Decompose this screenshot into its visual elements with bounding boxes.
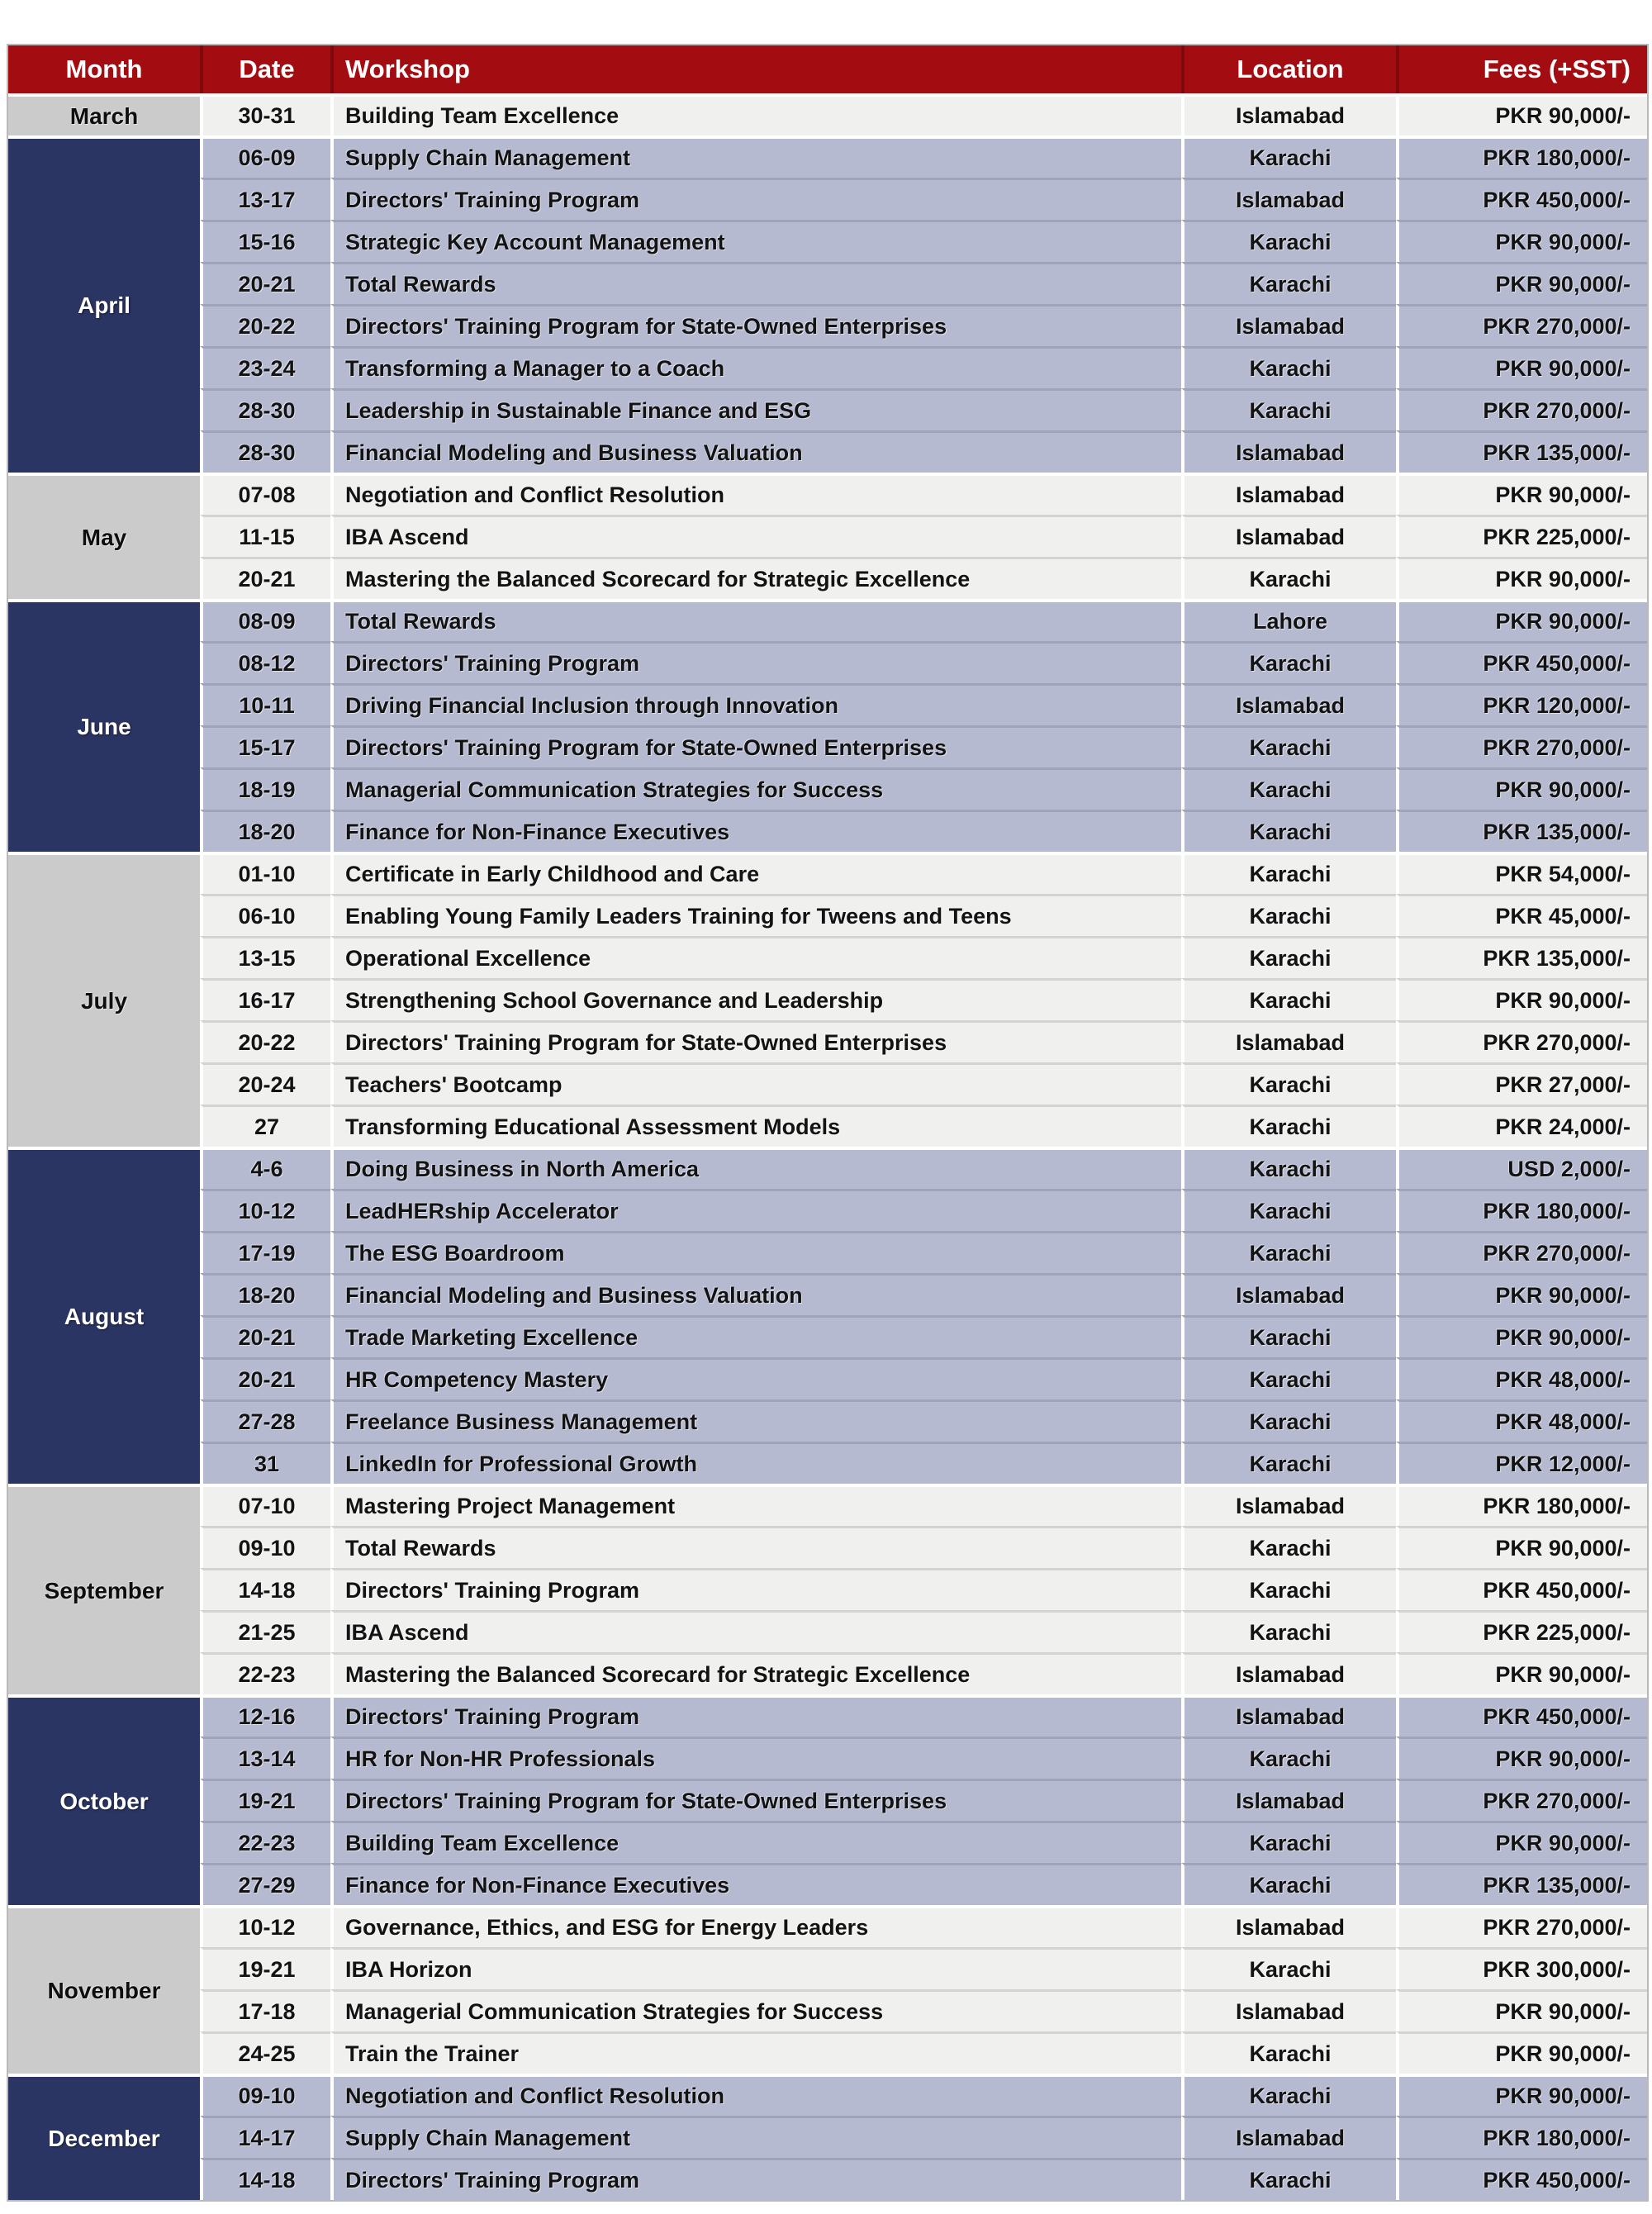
table-row (8, 1105, 1647, 1147)
table-row (8, 936, 1647, 978)
date-cell: 11-15 (200, 515, 330, 557)
date-cell: 12-16 (200, 1694, 330, 1737)
fees-cell: PKR 180,000/- (1396, 1189, 1647, 1231)
fees-cell: PKR 90,000/- (1396, 1315, 1647, 1357)
location-cell: Karachi (1181, 641, 1396, 683)
date-cell: 20-21 (200, 1357, 330, 1399)
workshop-cell: Managerial Communication Strategies for Success (330, 1989, 1181, 2031)
date-cell: 31 (200, 1442, 330, 1484)
location-cell: Islamabad (1181, 1989, 1396, 2031)
fees-cell: PKR 270,000/- (1396, 1779, 1647, 1821)
date-cell: 08-12 (200, 641, 330, 683)
date-cell: 28-30 (200, 388, 330, 430)
fees-cell: PKR 135,000/- (1396, 936, 1647, 978)
date-cell: 10-11 (200, 683, 330, 725)
month-cell-september: September (8, 1484, 200, 1694)
workshop-cell: HR for Non-HR Professionals (330, 1737, 1181, 1779)
location-cell: Karachi (1181, 1568, 1396, 1610)
column-header-fees: Fees (+SST) (1396, 45, 1647, 93)
fees-cell: PKR 90,000/- (1396, 1526, 1647, 1568)
date-cell: 21-25 (200, 1610, 330, 1652)
fees-cell: PKR 90,000/- (1396, 599, 1647, 641)
location-cell: Karachi (1181, 1610, 1396, 1652)
location-cell: Islamabad (1181, 1779, 1396, 1821)
location-cell: Islamabad (1181, 1273, 1396, 1315)
date-cell: 14-18 (200, 2158, 330, 2200)
fees-cell: PKR 90,000/- (1396, 1737, 1647, 1779)
date-cell: 08-09 (200, 599, 330, 641)
location-cell: Lahore (1181, 599, 1396, 641)
location-cell: Karachi (1181, 1231, 1396, 1273)
workshop-cell: Finance for Non-Finance Executives (330, 810, 1181, 852)
workshop-cell: Directors' Training Program for State-Owned Enterprises (330, 304, 1181, 346)
workshop-cell: LeadHERship Accelerator (330, 1189, 1181, 1231)
date-cell: 28-30 (200, 430, 330, 473)
table-row (8, 1357, 1647, 1399)
fees-cell: PKR 180,000/- (1396, 1484, 1647, 1526)
table-row (8, 1947, 1647, 1989)
location-cell: Islamabad (1181, 1484, 1396, 1526)
table-row (8, 1442, 1647, 1484)
date-cell: 20-22 (200, 1020, 330, 1062)
workshop-cell: Operational Excellence (330, 936, 1181, 978)
table-row (8, 473, 1647, 515)
date-cell: 18-20 (200, 810, 330, 852)
workshop-cell: Freelance Business Management (330, 1399, 1181, 1442)
fees-cell: PKR 90,000/- (1396, 473, 1647, 515)
date-cell: 15-17 (200, 725, 330, 767)
fees-cell: PKR 48,000/- (1396, 1357, 1647, 1399)
location-cell: Karachi (1181, 810, 1396, 852)
date-cell: 16-17 (200, 978, 330, 1020)
fees-cell: PKR 135,000/- (1396, 430, 1647, 473)
workshop-cell: Directors' Training Program for State-Owned Enterprises (330, 1779, 1181, 1821)
workshop-cell: Supply Chain Management (330, 135, 1181, 178)
location-cell: Islamabad (1181, 178, 1396, 220)
workshop-cell: IBA Ascend (330, 1610, 1181, 1652)
workshop-cell: Directors' Training Program (330, 2158, 1181, 2200)
table-row (8, 557, 1647, 599)
date-cell: 4-6 (200, 1147, 330, 1189)
date-cell: 09-10 (200, 1526, 330, 1568)
fees-cell: PKR 90,000/- (1396, 2074, 1647, 2116)
fees-cell: PKR 225,000/- (1396, 1610, 1647, 1652)
column-header-month: Month (8, 45, 200, 93)
month-cell-may: May (8, 473, 200, 599)
location-cell: Karachi (1181, 1147, 1396, 1189)
fees-cell: PKR 90,000/- (1396, 1273, 1647, 1315)
location-cell: Islamabad (1181, 473, 1396, 515)
location-cell: Karachi (1181, 978, 1396, 1020)
date-cell: 14-18 (200, 1568, 330, 1610)
table-row (8, 1989, 1647, 2031)
table-row (8, 1526, 1647, 1568)
workshop-cell: IBA Ascend (330, 515, 1181, 557)
header-row (8, 45, 1647, 93)
location-cell: Karachi (1181, 135, 1396, 178)
fees-cell: PKR 270,000/- (1396, 1020, 1647, 1062)
table-row (8, 1062, 1647, 1105)
location-cell: Karachi (1181, 1315, 1396, 1357)
location-cell: Karachi (1181, 852, 1396, 894)
month-cell-november: November (8, 1905, 200, 2074)
table-row (8, 2031, 1647, 2074)
table-row (8, 1821, 1647, 1863)
location-cell: Karachi (1181, 1062, 1396, 1105)
workshop-cell: Directors' Training Program for State-Owned Enterprises (330, 1020, 1181, 1062)
date-cell: 27-28 (200, 1399, 330, 1442)
fees-cell: PKR 450,000/- (1396, 1694, 1647, 1737)
table-row (8, 1779, 1647, 1821)
fees-cell: PKR 270,000/- (1396, 1905, 1647, 1947)
location-cell: Karachi (1181, 262, 1396, 304)
location-cell: Islamabad (1181, 1905, 1396, 1947)
workshop-cell: Transforming a Manager to a Coach (330, 346, 1181, 388)
fees-cell: PKR 54,000/- (1396, 852, 1647, 894)
fees-cell: PKR 12,000/- (1396, 1442, 1647, 1484)
table-row (8, 725, 1647, 767)
workshop-cell: Enabling Young Family Leaders Training for Tweens and Teens (330, 894, 1181, 936)
date-cell: 19-21 (200, 1947, 330, 1989)
date-cell: 30-31 (200, 93, 330, 135)
location-cell: Karachi (1181, 220, 1396, 262)
location-cell: Karachi (1181, 557, 1396, 599)
fees-cell: PKR 450,000/- (1396, 1568, 1647, 1610)
table-row (8, 1652, 1647, 1694)
workshop-cell: Finance for Non-Finance Executives (330, 1863, 1181, 1905)
table-row (8, 1863, 1647, 1905)
table-row (8, 178, 1647, 220)
table-row (8, 1147, 1647, 1189)
month-cell-june: June (8, 599, 200, 852)
fees-cell: PKR 45,000/- (1396, 894, 1647, 936)
fees-cell: PKR 90,000/- (1396, 1652, 1647, 1694)
fees-cell: PKR 90,000/- (1396, 220, 1647, 262)
table-row (8, 1484, 1647, 1526)
fees-cell: PKR 48,000/- (1396, 1399, 1647, 1442)
workshop-cell: Financial Modeling and Business Valuation (330, 430, 1181, 473)
table-row (8, 515, 1647, 557)
table-row (8, 599, 1647, 641)
date-cell: 20-21 (200, 1315, 330, 1357)
table-row (8, 1610, 1647, 1652)
location-cell: Karachi (1181, 1105, 1396, 1147)
location-cell: Islamabad (1181, 1020, 1396, 1062)
month-cell-october: October (8, 1694, 200, 1905)
table-row (8, 894, 1647, 936)
date-cell: 19-21 (200, 1779, 330, 1821)
fees-cell: PKR 135,000/- (1396, 810, 1647, 852)
date-cell: 20-22 (200, 304, 330, 346)
fees-cell: PKR 180,000/- (1396, 2116, 1647, 2158)
location-cell: Karachi (1181, 388, 1396, 430)
workshop-cell: Governance, Ethics, and ESG for Energy Leaders (330, 1905, 1181, 1947)
month-cell-august: August (8, 1147, 200, 1484)
workshop-cell: Managerial Communication Strategies for Success (330, 767, 1181, 810)
fees-cell: PKR 90,000/- (1396, 767, 1647, 810)
table-row (8, 1568, 1647, 1610)
table-row (8, 1273, 1647, 1315)
location-cell: Karachi (1181, 2074, 1396, 2116)
date-cell: 06-10 (200, 894, 330, 936)
month-cell-april: April (8, 135, 200, 473)
fees-cell: PKR 90,000/- (1396, 346, 1647, 388)
table-row (8, 1315, 1647, 1357)
table-row (8, 1737, 1647, 1779)
fees-cell: PKR 450,000/- (1396, 641, 1647, 683)
location-cell: Islamabad (1181, 2116, 1396, 2158)
workshop-cell: Total Rewards (330, 599, 1181, 641)
table-row (8, 641, 1647, 683)
workshop-cell: Directors' Training Program (330, 641, 1181, 683)
fees-cell: PKR 90,000/- (1396, 978, 1647, 1020)
table-row (8, 346, 1647, 388)
month-cell-july: July (8, 852, 200, 1147)
fees-cell: PKR 120,000/- (1396, 683, 1647, 725)
table-row (8, 1905, 1647, 1947)
date-cell: 18-19 (200, 767, 330, 810)
fees-cell: PKR 90,000/- (1396, 2031, 1647, 2074)
workshop-cell: Directors' Training Program (330, 1694, 1181, 1737)
fees-cell: PKR 90,000/- (1396, 93, 1647, 135)
workshop-cell: Building Team Excellence (330, 93, 1181, 135)
location-cell: Islamabad (1181, 683, 1396, 725)
column-header-location: Location (1181, 45, 1396, 93)
table-row (8, 978, 1647, 1020)
workshop-cell: Total Rewards (330, 1526, 1181, 1568)
date-cell: 24-25 (200, 2031, 330, 2074)
workshop-cell: Teachers' Bootcamp (330, 1062, 1181, 1105)
table-row (8, 2116, 1647, 2158)
fees-cell: PKR 135,000/- (1396, 1863, 1647, 1905)
fees-cell: USD 2,000/- (1396, 1147, 1647, 1189)
workshop-cell: Negotiation and Conflict Resolution (330, 473, 1181, 515)
workshop-cell: Directors' Training Program (330, 1568, 1181, 1610)
location-cell: Karachi (1181, 936, 1396, 978)
workshop-cell: Certificate in Early Childhood and Care (330, 852, 1181, 894)
table-row (8, 135, 1647, 178)
table-row (8, 683, 1647, 725)
date-cell: 15-16 (200, 220, 330, 262)
date-cell: 20-21 (200, 557, 330, 599)
workshop-cell: Strengthening School Governance and Leadership (330, 978, 1181, 1020)
date-cell: 20-24 (200, 1062, 330, 1105)
workshop-cell: Mastering Project Management (330, 1484, 1181, 1526)
date-cell: 17-18 (200, 1989, 330, 2031)
workshop-cell: IBA Horizon (330, 1947, 1181, 1989)
date-cell: 10-12 (200, 1905, 330, 1947)
location-cell: Karachi (1181, 1399, 1396, 1442)
fees-cell: PKR 27,000/- (1396, 1062, 1647, 1105)
date-cell: 23-24 (200, 346, 330, 388)
fees-cell: PKR 90,000/- (1396, 262, 1647, 304)
table-row (8, 1694, 1647, 1737)
workshop-cell: Doing Business in North America (330, 1147, 1181, 1189)
table-row (8, 304, 1647, 346)
location-cell: Islamabad (1181, 1652, 1396, 1694)
workshop-cell: Mastering the Balanced Scorecard for Strategic Excellence (330, 557, 1181, 599)
fees-cell: PKR 270,000/- (1396, 388, 1647, 430)
location-cell: Karachi (1181, 1189, 1396, 1231)
location-cell: Karachi (1181, 1737, 1396, 1779)
fees-cell: PKR 270,000/- (1396, 304, 1647, 346)
table-row (8, 430, 1647, 473)
workshop-cell: Total Rewards (330, 262, 1181, 304)
date-cell: 13-15 (200, 936, 330, 978)
table-row (8, 2158, 1647, 2200)
workshop-schedule-table (7, 44, 1649, 2202)
location-cell: Islamabad (1181, 304, 1396, 346)
workshop-cell: Building Team Excellence (330, 1821, 1181, 1863)
date-cell: 09-10 (200, 2074, 330, 2116)
date-cell: 27-29 (200, 1863, 330, 1905)
workshop-cell: Directors' Training Program for State-Owned Enterprises (330, 725, 1181, 767)
location-cell: Karachi (1181, 2031, 1396, 2074)
workshop-cell: Mastering the Balanced Scorecard for Strategic Excellence (330, 1652, 1181, 1694)
table-row (8, 852, 1647, 894)
table-row (8, 220, 1647, 262)
workshop-cell: Directors' Training Program (330, 178, 1181, 220)
fees-cell: PKR 300,000/- (1396, 1947, 1647, 1989)
fees-cell: PKR 270,000/- (1396, 1231, 1647, 1273)
table-row (8, 810, 1647, 852)
date-cell: 01-10 (200, 852, 330, 894)
fees-cell: PKR 90,000/- (1396, 557, 1647, 599)
location-cell: Karachi (1181, 1863, 1396, 1905)
date-cell: 22-23 (200, 1652, 330, 1694)
workshop-cell: Supply Chain Management (330, 2116, 1181, 2158)
workshop-cell: Transforming Educational Assessment Models (330, 1105, 1181, 1147)
table-row (8, 262, 1647, 304)
date-cell: 20-21 (200, 262, 330, 304)
date-cell: 13-14 (200, 1737, 330, 1779)
table-row (8, 1189, 1647, 1231)
date-cell: 22-23 (200, 1821, 330, 1863)
location-cell: Karachi (1181, 2158, 1396, 2200)
location-cell: Karachi (1181, 346, 1396, 388)
date-cell: 18-20 (200, 1273, 330, 1315)
date-cell: 27 (200, 1105, 330, 1147)
table-row (8, 2074, 1647, 2116)
workshop-cell: Driving Financial Inclusion through Innovation (330, 683, 1181, 725)
location-cell: Islamabad (1181, 515, 1396, 557)
location-cell: Karachi (1181, 1442, 1396, 1484)
workshop-cell: Train the Trainer (330, 2031, 1181, 2074)
table-row (8, 388, 1647, 430)
fees-cell: PKR 180,000/- (1396, 135, 1647, 178)
fees-cell: PKR 90,000/- (1396, 1989, 1647, 2031)
date-cell: 13-17 (200, 178, 330, 220)
fees-cell: PKR 90,000/- (1396, 1821, 1647, 1863)
fees-cell: PKR 24,000/- (1396, 1105, 1647, 1147)
column-header-workshop: Workshop (330, 45, 1181, 93)
date-cell: 07-10 (200, 1484, 330, 1526)
table-row (8, 767, 1647, 810)
location-cell: Karachi (1181, 894, 1396, 936)
location-cell: Karachi (1181, 1821, 1396, 1863)
workshop-cell: HR Competency Mastery (330, 1357, 1181, 1399)
workshop-cell: The ESG Boardroom (330, 1231, 1181, 1273)
location-cell: Islamabad (1181, 430, 1396, 473)
workshop-cell: Negotiation and Conflict Resolution (330, 2074, 1181, 2116)
workshop-cell: Strategic Key Account Management (330, 220, 1181, 262)
date-cell: 10-12 (200, 1189, 330, 1231)
date-cell: 06-09 (200, 135, 330, 178)
date-cell: 17-19 (200, 1231, 330, 1273)
date-cell: 07-08 (200, 473, 330, 515)
location-cell: Karachi (1181, 725, 1396, 767)
table-row (8, 1231, 1647, 1273)
date-cell: 14-17 (200, 2116, 330, 2158)
fees-cell: PKR 225,000/- (1396, 515, 1647, 557)
month-cell-march: March (8, 93, 200, 135)
location-cell: Karachi (1181, 1526, 1396, 1568)
column-header-date: Date (200, 45, 330, 93)
fees-cell: PKR 270,000/- (1396, 725, 1647, 767)
location-cell: Karachi (1181, 1357, 1396, 1399)
workshop-cell: Leadership in Sustainable Finance and ESG (330, 388, 1181, 430)
location-cell: Islamabad (1181, 1694, 1396, 1737)
workshop-cell: Trade Marketing Excellence (330, 1315, 1181, 1357)
location-cell: Karachi (1181, 1947, 1396, 1989)
table-body (8, 93, 1647, 2200)
location-cell: Islamabad (1181, 93, 1396, 135)
fees-cell: PKR 450,000/- (1396, 178, 1647, 220)
location-cell: Karachi (1181, 767, 1396, 810)
fees-cell: PKR 450,000/- (1396, 2158, 1647, 2200)
table-row (8, 93, 1647, 135)
workshop-cell: Financial Modeling and Business Valuation (330, 1273, 1181, 1315)
month-cell-december: December (8, 2074, 200, 2200)
table-row (8, 1399, 1647, 1442)
table-row (8, 1020, 1647, 1062)
workshop-cell: LinkedIn for Professional Growth (330, 1442, 1181, 1484)
